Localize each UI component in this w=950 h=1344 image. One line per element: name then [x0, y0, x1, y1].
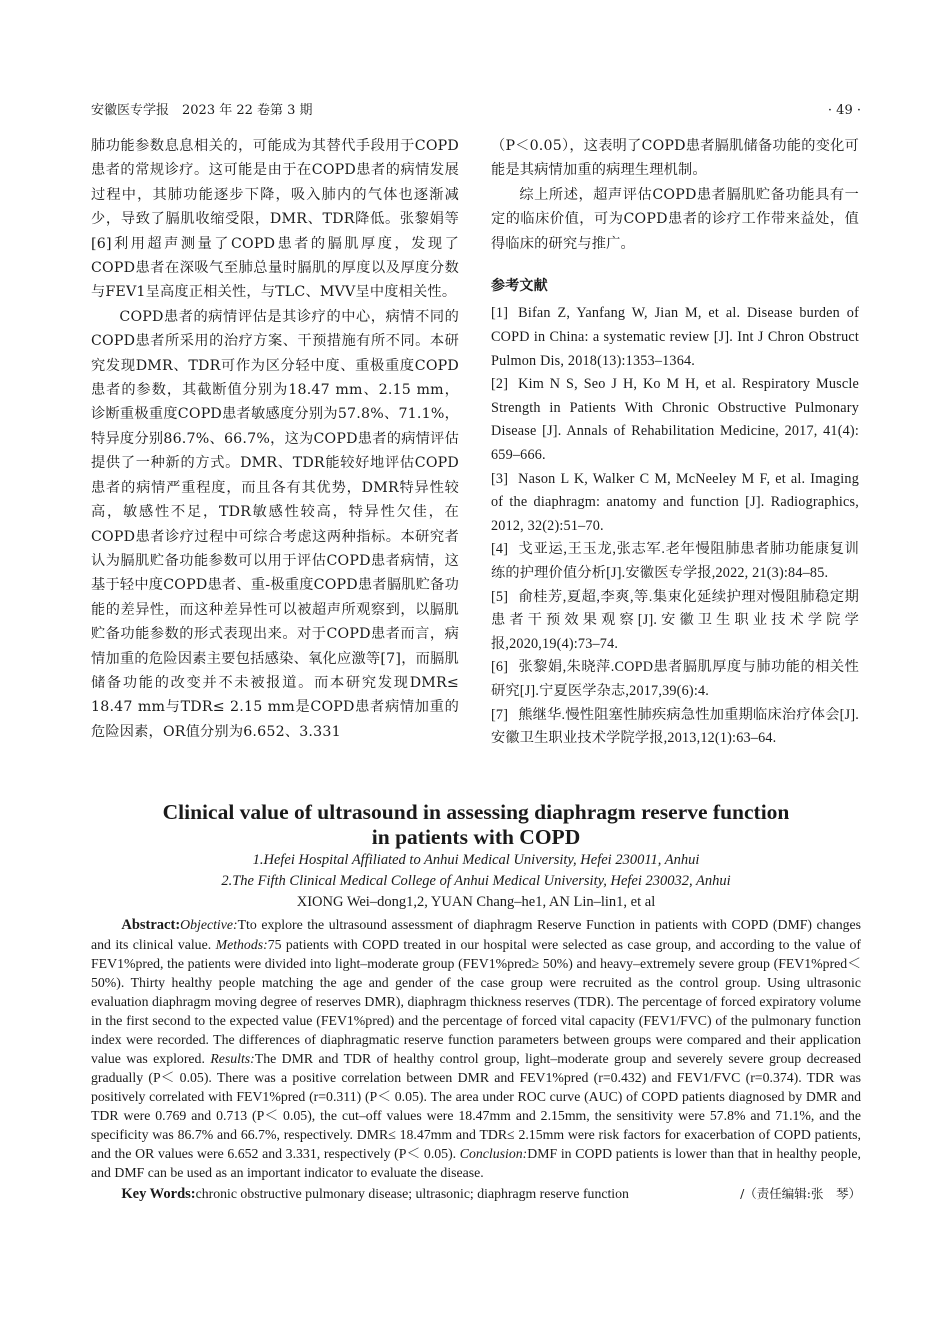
- left-paragraph-2: COPD患者的病情评估是其诊疗的中心，病情不同的COPD患者所采用的治疗方案、干预措施有所不同。本研究发现DMR、TDR可作为区分轻中度、重极重度COPD患者的参数，其截断值分别为18.47 mm、2.15 mm，诊断重极重度COPD患者敏感度分别为57.8%、71.1%，特异度分别86.7%、66.7%，这为COPD患者的病情评估提供了一种新的方式。DMR、TDR能较好地评估COPD患者的病情严重程度，而且各有其优势，DMR特异性较高，敏感性不足，TDR敏感性较高，特异性欠佳，在COPD患者诊疗过程中可综合考虑这两种指标。本研究者认为膈肌贮备功能参数可以用于评估COPD患者病情，这基于轻中度COPD患者、重-极重度COPD患者膈肌贮备功能的差异性，而这种差异性可以被超声所观察到，以膈肌贮备功能参数的形式表现出来。对于COPD患者而言，病情加重的危险因素主要包括感染、氧化应激等[7]，而膈肌储备功能的改变并不未被报道。而本研究发现DMR≤ 18.47 mm与TDR≤ 2.15 mm是COPD患者病情加重的危险因素，OR值分别为6.652、3.331: [91, 308, 459, 740]
- reference-item: [4] 戈亚运,王玉龙,张志军.老年慢阻肺患者肺功能康复训练的护理价值分析[J].安徽医专学报,2022, 21(3):84–85.: [491, 541, 859, 581]
- page-number: · 49 ·: [827, 103, 861, 118]
- right-paragraph-1: （P＜0.05），这表明了COPD患者膈肌储备功能的变化可能是其病情加重的病理生理机制。: [491, 138, 859, 179]
- reference-item: [3] Nason L K, Walker C M, McNeeley M F, et al. Imaging of the diaphragm: anatomy and function [J]. Radiographics, 2012, 32(2):51–70.: [491, 470, 859, 534]
- english-abstract-section: [91, 800, 861, 1204]
- english-title-line-1: Clinical value of ultrasound in assessing diaphragm reserve function: [162, 800, 790, 824]
- journal-citation: 安徽医专学报 2023 年 22 卷第 3 期: [91, 103, 313, 118]
- english-title-line-2: in patients with COPD: [371, 825, 581, 849]
- reference-item: [6] 张黎娟,朱晓萍.COPD患者膈肌厚度与肺功能的相关性研究[J].宁夏医学杂志,2017,39(6):4.: [491, 659, 859, 699]
- reference-item: [2] Kim N S, Seo J H, Ko M H, et al. Respiratory Muscle Strength in Patients With Chronic Obstructive Pulmonary Disease [J]. Annals of Rehabilitation Medicine, 2017, 41(4): 659–666.: [491, 376, 859, 463]
- reference-item: [7] 熊继华.慢性阻塞性肺疾病急性加重期临床治疗体会[J].安徽卫生职业技术学院学报,2013,12(1):63–64.: [491, 706, 859, 747]
- editor-note: /（责任编辑:张 琴）: [740, 1186, 861, 1201]
- page-header: [91, 101, 861, 121]
- reference-item: [5] 俞桂芳,夏超,李爽,等.集束化延续护理对慢阻肺稳定期患者干预效果观察[J].安徽卫生职业技术学院学报,2020,19(4):73–74.: [491, 588, 859, 652]
- left-paragraph-1: 肺功能参数息息相关的，可能成为其替代手段用于COPD患者的常规诊疗。这可能是由于在COPD患者的病情发展过程中，其肺功能逐步下降，吸入肺内的气体也逐渐减少，导致了膈肌收缩受限，DMR、TDR降低。张黎娟等[6]利用超声测量了COPD患者的膈肌厚度，发现了COPD患者在深吸气至肺总量时膈肌的厚度以及厚度分数与FEV1呈高度正相关性，与TLC、MVV呈中度相关性。: [91, 138, 459, 301]
- affiliation-1: 1.Hefei Hospital Affiliated to Anhui Medical University, Hefei 230011, Anhui: [252, 852, 700, 868]
- reference-list: [491, 302, 859, 750]
- references-heading: 参考文献: [491, 278, 548, 295]
- abstract-body: Abstract:Objective:Tto explore the ultrasound assessment of diaphragm Reserve Function in patients with COPD (DMF) changes and its clinical value. Methods:75 patients with COPD treated in our hospital were selected as case group, and according to the value of FEV1%pred, the patients were divided into light–moderate group (FEV1%pred≥ 50%) and heavy–extremely severe group (FEV1%pred＜ 50%). Thirty healthy people matching the age and gender of the case group were recruited as the control group. Using ultrasonic evaluation diaphragm moving degree of reserves DMR), diaphragm thickness reserves (TDR). The percentage of forced expiratory volume in the first second to the expected value (FEV1%pred) and the percentage of forced vital capacity (FEV1/FVC) of the pulmonary function index were recorded. The differences of diaphragmatic reserve function parameters between groups were compared and their application value was explored. Results:The DMR and TDR of healthy control group, light–moderate group and severely severe group decreased gradually (P＜ 0.05). There was a positive correlation between DMR and FEV1%pred (r=0.432) and FEV1/FVC (r=0.374). TDR was positively correlated with FEV1%pred (r=0.311) (P＜ 0.05). The area under ROC curve (AUC) of COPD patients diagnosed by DMR and TDR were 0.769 and 0.713 (P＜ 0.05), the cut–off values were 18.47mm and 2.15mm, the sensitivity were 57.8% and 71.1%, and the specificity was 86.7% and 66.7%, respectively. DMR≤ 18.47mm and TDR≤ 2.15mm were risk factors for exacerbation of COPD patients, and the OR values were 6.652 and 3.331, respectively (P＜ 0.05). Conclusion:DMF in COPD patients is lower than that in healthy people, and DMF can be used as an important indicator to evaluate the disease.: [91, 917, 861, 1180]
- right-paragraph-2: 综上所述，超声评估COPD患者膈肌贮备功能具有一定的临床价值，可为COPD患者的诊疗工作带来益处，值得临床的研究与推广。: [491, 186, 859, 252]
- author-list: XIONG Wei–dong1,2, YUAN Chang–he1, AN Lin–lin1, et al: [296, 894, 656, 910]
- left-column: [91, 134, 459, 744]
- key-words: Key Words:chronic obstructive pulmonary disease; ultrasonic; diaphragm reserve function /（责任编辑:张 琴）: [121, 1186, 861, 1202]
- reference-item: [1] Bifan Z, Yanfang W, Jian M, et al. Disease burden of COPD in China: a systematic review [J]. Int J Chron Obstruct Pulmon Dis, 2018(13):1353–1364.: [491, 305, 859, 369]
- affiliation-2: 2.The Fifth Clinical Medical College of Anhui Medical University, Hefei 230032, Anhui: [221, 873, 731, 889]
- right-column: [491, 134, 859, 751]
